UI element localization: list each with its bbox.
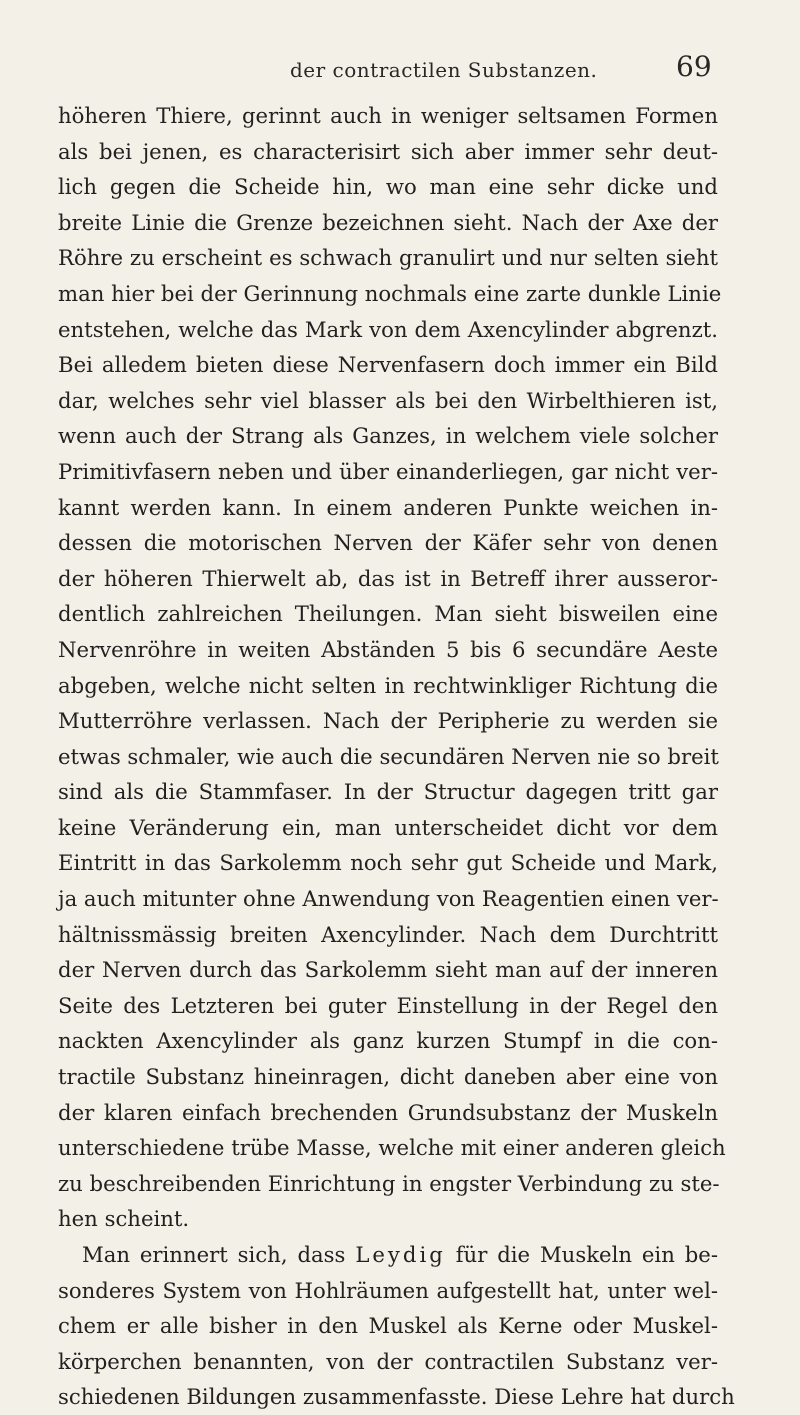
paragraph-1 [58, 98, 726, 1237]
text-line: hältnissmässig breiten Axencylinder. Nach dem Durchtritt [58, 921, 718, 947]
text-line: abgeben, welche nicht selten in rechtwinkliger Richtung die [58, 672, 718, 698]
text-line: Mutterröhre verlassen. Nach der Peripherie zu werden sie [58, 708, 718, 734]
text-line: wenn auch der Strang als Ganzes, in welchem viele solcher [58, 423, 718, 449]
text-line: sind als die Stammfaser. In der Structur dagegen tritt gar [58, 779, 718, 805]
text-line: entstehen, welche das Mark von dem Axencylinder abgrenzt. [58, 316, 718, 342]
body-text [58, 98, 735, 1415]
text-line: der höheren Thierwelt ab, das ist in Betreff ihrer ausseror- [58, 565, 718, 591]
text-line: dentlich zahlreichen Theilungen. Man sieht bisweilen eine [58, 601, 718, 627]
text-line: höheren Thiere, gerinnt auch in weniger seltsamen Formen [58, 103, 718, 128]
text-line: als bei jenen, es characterisirt sich aber immer sehr deut- [58, 138, 718, 164]
text-line: etwas schmaler, wie auch die secundären Nerven nie so breit [58, 743, 719, 769]
text-line: Primitivfasern neben und über einanderliegen, gar nicht ver- [58, 458, 718, 484]
text-line: der Nerven durch das Sarkolemm sieht man auf der inneren [58, 957, 718, 983]
text-line: dessen die motorischen Nerven der Käfer sehr von denen [58, 530, 718, 556]
text-line: tractile Substanz hineinragen, dicht daneben aber eine von [58, 1064, 718, 1090]
text-line: sonderes System von Hohlräumen aufgestellt hat, unter wel- [58, 1277, 718, 1303]
text-line: breite Linie die Grenze bezeichnen sieht. Nach der Axe der [58, 209, 718, 235]
text-line: Röhre zu erscheint es schwach granulirt und nur selten sieht [58, 245, 718, 271]
text-line: Nervenröhre in weiten Abständen 5 bis 6 secundäre Aeste [58, 636, 718, 662]
text-line: ja auch mitunter ohne Anwendung von Reagentien einen ver- [58, 886, 719, 912]
text-line: chem er alle bisher in den Muskel als Kerne oder Muskel- [58, 1313, 718, 1339]
running-title: der contractilen Substanzen. [290, 58, 598, 82]
text-segment: Man erinnert sich, dass [82, 1242, 346, 1267]
running-header [0, 50, 800, 96]
text-line: körperchen benannten, von der contractilen Substanz ver- [58, 1348, 718, 1374]
text-line: zu beschreibenden Einrichtung in engster Verbindung zu ste- [58, 1170, 720, 1196]
text-line: nackten Axencylinder als ganz kurzen Stumpf in die con- [58, 1028, 718, 1054]
text-line: dar, welches sehr viel blasser als bei den Wirbelthieren ist, [58, 387, 718, 413]
text-line: kannt werden kann. In einem anderen Punkte weichen in- [58, 494, 718, 520]
text-line: man hier bei der Gerinnung nochmals eine zarte dunkle Linie [58, 280, 722, 306]
text-line: Bei alledem bieten diese Nervenfasern doch immer ein Bild [58, 352, 718, 378]
text-line: lich gegen die Scheide hin, wo man eine sehr dicke und [58, 174, 718, 200]
text-line: Eintritt in das Sarkolemm noch sehr gut Scheide und Mark, [58, 850, 718, 876]
text-line: unterschiedene trübe Masse, welche mit einer anderen gleich [58, 1135, 726, 1161]
text-line: der klaren einfach brechenden Grundsubstanz der Muskeln [58, 1099, 718, 1125]
text-line: hen scheint. [58, 1206, 190, 1232]
text-line [58, 1237, 718, 1273]
text-line: schiedenen Bildungen zusammenfasste. Diese Lehre hat durch [58, 1384, 735, 1410]
text-segment: für die Muskeln ein be- [455, 1242, 718, 1267]
page-number: 69 [676, 50, 712, 83]
text-line: Seite des Letzteren bei guter Einstellung in der Regel den [58, 992, 718, 1018]
paragraph-2 [58, 1237, 735, 1415]
text-line: keine Veränderung ein, man unterscheidet dicht vor dem [58, 814, 718, 840]
author-name-spaced: Leydig [355, 1242, 446, 1267]
